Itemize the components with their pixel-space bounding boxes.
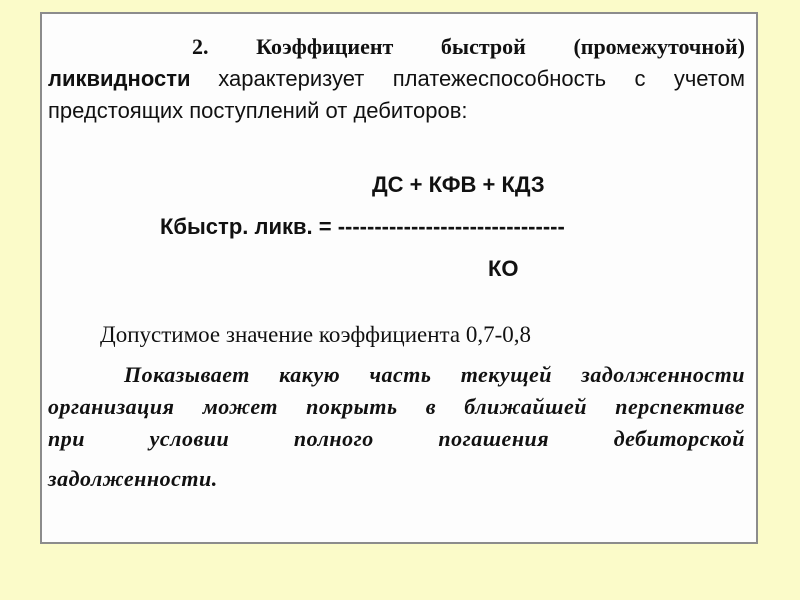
explanation-line-3: при условии полного погашения дебиторской — [48, 426, 745, 451]
acceptable-value: Допустимое значение коэффициента 0,7-0,8 — [100, 322, 531, 347]
heading-line-1 — [192, 34, 745, 60]
formula-denominator: КО — [488, 256, 519, 281]
formula-numerator: ДС + КФВ + КДЗ — [372, 172, 545, 197]
heading-line-2-rest: характеризует платежеспособность с учетом — [218, 66, 746, 91]
heading-term: ликвидности — [48, 66, 191, 91]
explanation-line-4: задолженности. — [48, 466, 218, 491]
explanation-line-1: Показывает какую часть текущей задолженности — [124, 362, 745, 387]
slide-frame — [40, 12, 758, 544]
heading-line-3: предстоящих поступлений от дебиторов: — [48, 98, 468, 123]
explanation-line-2: организация может покрыть в ближайшей перспективе — [48, 394, 745, 419]
heading-line-2 — [48, 66, 745, 92]
formula-lhs: Кбыстр. ликв. = ------------------------------- — [160, 214, 565, 239]
heading-title-text: 2. Коэффициент быстрой (промежуточной) — [192, 34, 745, 59]
